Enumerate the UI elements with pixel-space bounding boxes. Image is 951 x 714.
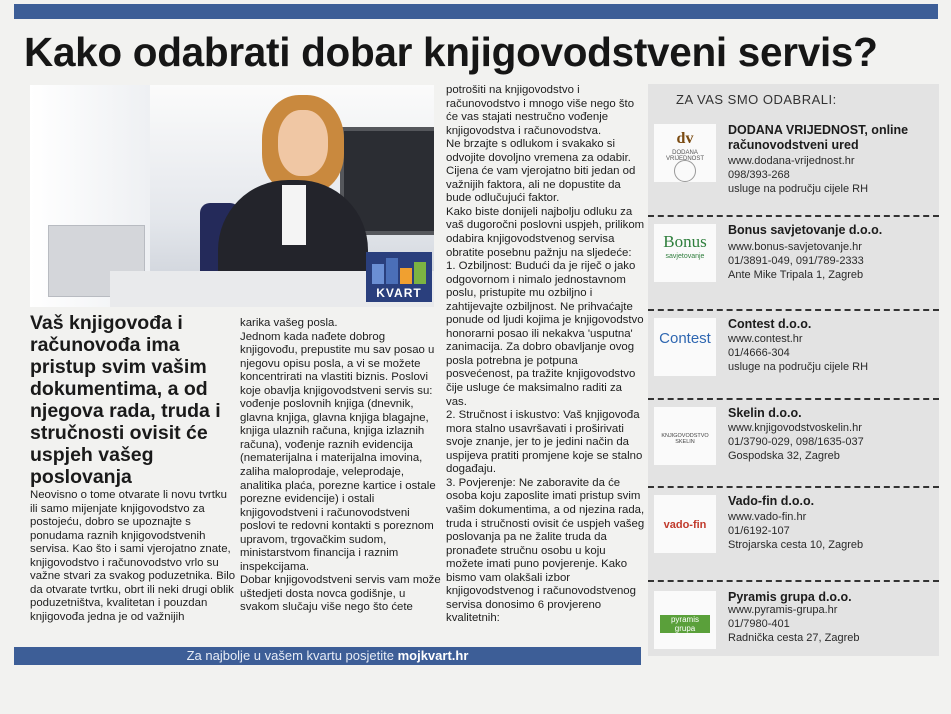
listing-website[interactable]: www.knjigovodstvoskelin.hr — [728, 422, 862, 434]
bonus-logo — [654, 224, 716, 282]
article-column-1: Neovisno o tome otvarate li novu tvrtku ili samo mijenjate knjigovodstvo za postojeću, dobro se upoznajte s ponudama raznih knjigovodstvenih servisa. Kao što i sami vjerojatno znate, knjigovodstvo i računovodstvo vrlo su važne stvari za svakog poduzetnika. Bilo da otvarate tvrtku, obrt ili neki drugi oblik poduzetništva, kvalitetan i pouzdan knjigovođa jedna je od važnijih — [30, 489, 236, 623]
dashed-divider — [648, 398, 939, 400]
dodana-vrijednost-logo — [654, 124, 716, 182]
skelin-logo-text: KNJIGOVODSTVO SKELIN — [661, 433, 709, 445]
footer-text: Za najbolje u vašem kvartu posjetite — [186, 648, 394, 663]
listing-name: Vado-fin d.o.o. — [728, 494, 815, 508]
dashed-divider — [648, 215, 939, 217]
bonus-logo-text: Bonus — [663, 232, 707, 251]
kvart-logo-text: KVART — [376, 286, 422, 300]
listing-dodana-vrijednost — [648, 122, 939, 195]
listing-website[interactable]: www.dodana-vrijednost.hr — [728, 155, 855, 167]
listing-phone: 01/4666-304 — [728, 347, 790, 359]
vado-fin-logo — [654, 495, 716, 553]
dashed-divider — [648, 486, 939, 488]
listing-phone: 01/6192-107 — [728, 525, 790, 537]
listing-address: Gospodska 32, Zagreb — [728, 450, 840, 462]
pyramis-logo-text: pyramis grupa — [660, 615, 710, 633]
listing-name: DODANA VRIJEDNOST, online računovodstveni ured — [728, 123, 909, 152]
listing-website[interactable]: www.vado-fin.hr — [728, 511, 807, 523]
listing-name: Pyramis grupa d.o.o. — [728, 590, 852, 604]
bonus-logo-subtext: savjetovanje — [665, 253, 705, 260]
listing-vado-fin — [648, 493, 939, 563]
listing-address: Radnička cesta 27, Zagreb — [728, 632, 860, 644]
listing-website[interactable]: www.contest.hr — [728, 333, 803, 345]
dv-logo-mark: dv — [676, 130, 694, 147]
kvart-logo-blocks — [372, 256, 426, 284]
top-banner-bar — [14, 4, 938, 19]
article-column-2: karika vašeg posla. Jednom kada nađete dobrog knjigovođu, prepustite mu sav posao u njegovu opisu posla, a vi se možete koncentrirati na vlastiti biznis. Poslovi koje obavlja knjigovodstveni servis su: vođenje poslovnih knjiga (dnevnik, glavna knjiga, glavna knjiga blagajne, knjiga ulaznih računa, knjiga izlaznih računa), vođenje raznih evidencija (nematerijalna i materijalna imovina, zaliha maloprodaje, veleprodaje, analitika plaća, porezne kartice i ostale porezne evidencije) i ostali knjigovodstveni i računovodstveni poslovi te redovni kontakti s poreznom upravom, trgovačkim sudom, ministarstvom financija i raznim inspekcijama. Dobar knjigovodstveni servis vam može uštedjeti dosta novca godišnje, u svakom slučaju više nego što ćete — [240, 317, 441, 614]
dashed-divider — [648, 580, 939, 582]
dashed-divider — [648, 309, 939, 311]
footer-link[interactable]: mojkvart.hr — [397, 648, 469, 663]
article-subtitle: Vaš knjigovođa i računovođa ima pristup svim vašim dokumentima, a od njegova rada, truda i stručnosti ovisit će uspjeh vašeg poslovanja — [30, 312, 221, 488]
listing-address: Ante Mike Tripala 1, Zagreb — [728, 269, 864, 281]
listing-phone: 098/393-268 — [728, 169, 790, 181]
footer-banner — [14, 647, 641, 665]
listing-website[interactable]: www.pyramis-grupa.hr — [728, 604, 838, 616]
sidebar-heading: ZA VAS SMO ODABRALI: — [676, 92, 837, 107]
listing-pyramis-grupa — [648, 589, 939, 659]
skelin-logo — [654, 407, 716, 465]
contest-logo-text: Contest — [659, 330, 711, 347]
listing-website[interactable]: www.bonus-savjetovanje.hr — [728, 241, 862, 253]
listing-name: Bonus savjetovanje d.o.o. — [728, 223, 883, 237]
listing-bonus-savjetovanje — [648, 222, 939, 292]
article-title: Kako odabrati dobar knjigovodstveni servis? — [24, 29, 878, 75]
listing-address: usluge na području cijele RH — [728, 183, 869, 195]
vado-fin-logo-text: vado-fin — [663, 519, 707, 531]
contest-logo — [654, 318, 716, 376]
listing-phone: 01/7980-401 — [728, 618, 790, 630]
mojkvart-logo — [366, 252, 432, 302]
listing-address: usluge na području cijele RH — [728, 361, 869, 373]
pyramis-logo — [654, 591, 716, 649]
photo-face — [278, 110, 328, 176]
listing-address: Strojarska cesta 10, Zagreb — [728, 539, 864, 551]
dv-logo-text: DODANA VRIJEDNOST — [665, 150, 704, 162]
listing-name: Skelin d.o.o. — [728, 406, 802, 420]
seal-icon — [674, 160, 696, 182]
listing-skelin — [648, 405, 939, 475]
listing-contest — [648, 316, 939, 386]
listing-phone: 01/3790-029, 098/1635-037 — [728, 436, 864, 448]
photo-shirt — [282, 185, 306, 245]
listing-phone: 01/3891-049, 091/789-2333 — [728, 255, 864, 267]
listing-name: Contest d.o.o. — [728, 317, 812, 331]
article-column-3: potrošiti na knjigovodstvo i računovodstvo i mnogo više nego što će vas stajati nestručno vođenje knjigovodstva i računovodstva. Ne brzajte s odlukom i svakako si odvojite dovoljno vremena za odabir. Cijena će vam vjerojatno biti jedan od važnijih faktora, ali ne dopustite da bude odlučujući faktor. Kako biste donijeli najbolju odluku za vaš dugoročni poslovni uspjeh, prilikom odabira knjigovodstvenog servisa obratite posebnu pažnju na sljedeće: 1. Ozbiljnost: Budući da je riječ o jako odgovornom i nimalo jednostavnom poslu, pristupite mu ozbiljno i zahtijevajte ozbiljnost. Ne prihvaćajte ponude od ljudi kojima je knjigovodstvo honorarni posao ili nekakva 'usputna' zanimacija. Za dobro obavljanje ovog posla potrebna je potpuna posvećenost, pa tražite knjigovodstvo čije usluge će maksimalno raditi za vas. 2. Stručnost i iskustvo: Vaš knjigovođa mora stalno usavršavati i proširivati svoje znanje, jer to je jedini način da uspijeva pratiti promjene koje se stalno događaju. 3. Povjerenje: Ne zaboravite da će osoba koju zaposlite imati pristup svim vašim dokumentima, a od njezina rada, truda i stručnosti ovisit će uspjeh vašeg poslovanja pa ne žalite truda da pronađete stručnu osobu u koju možete imati puno povjerenje. Kako bismo vam olakšali izbor knjigovodstvenog i računovodstvenog servisa donosimo 6 provjereno kvalitetnih: — [446, 84, 645, 625]
